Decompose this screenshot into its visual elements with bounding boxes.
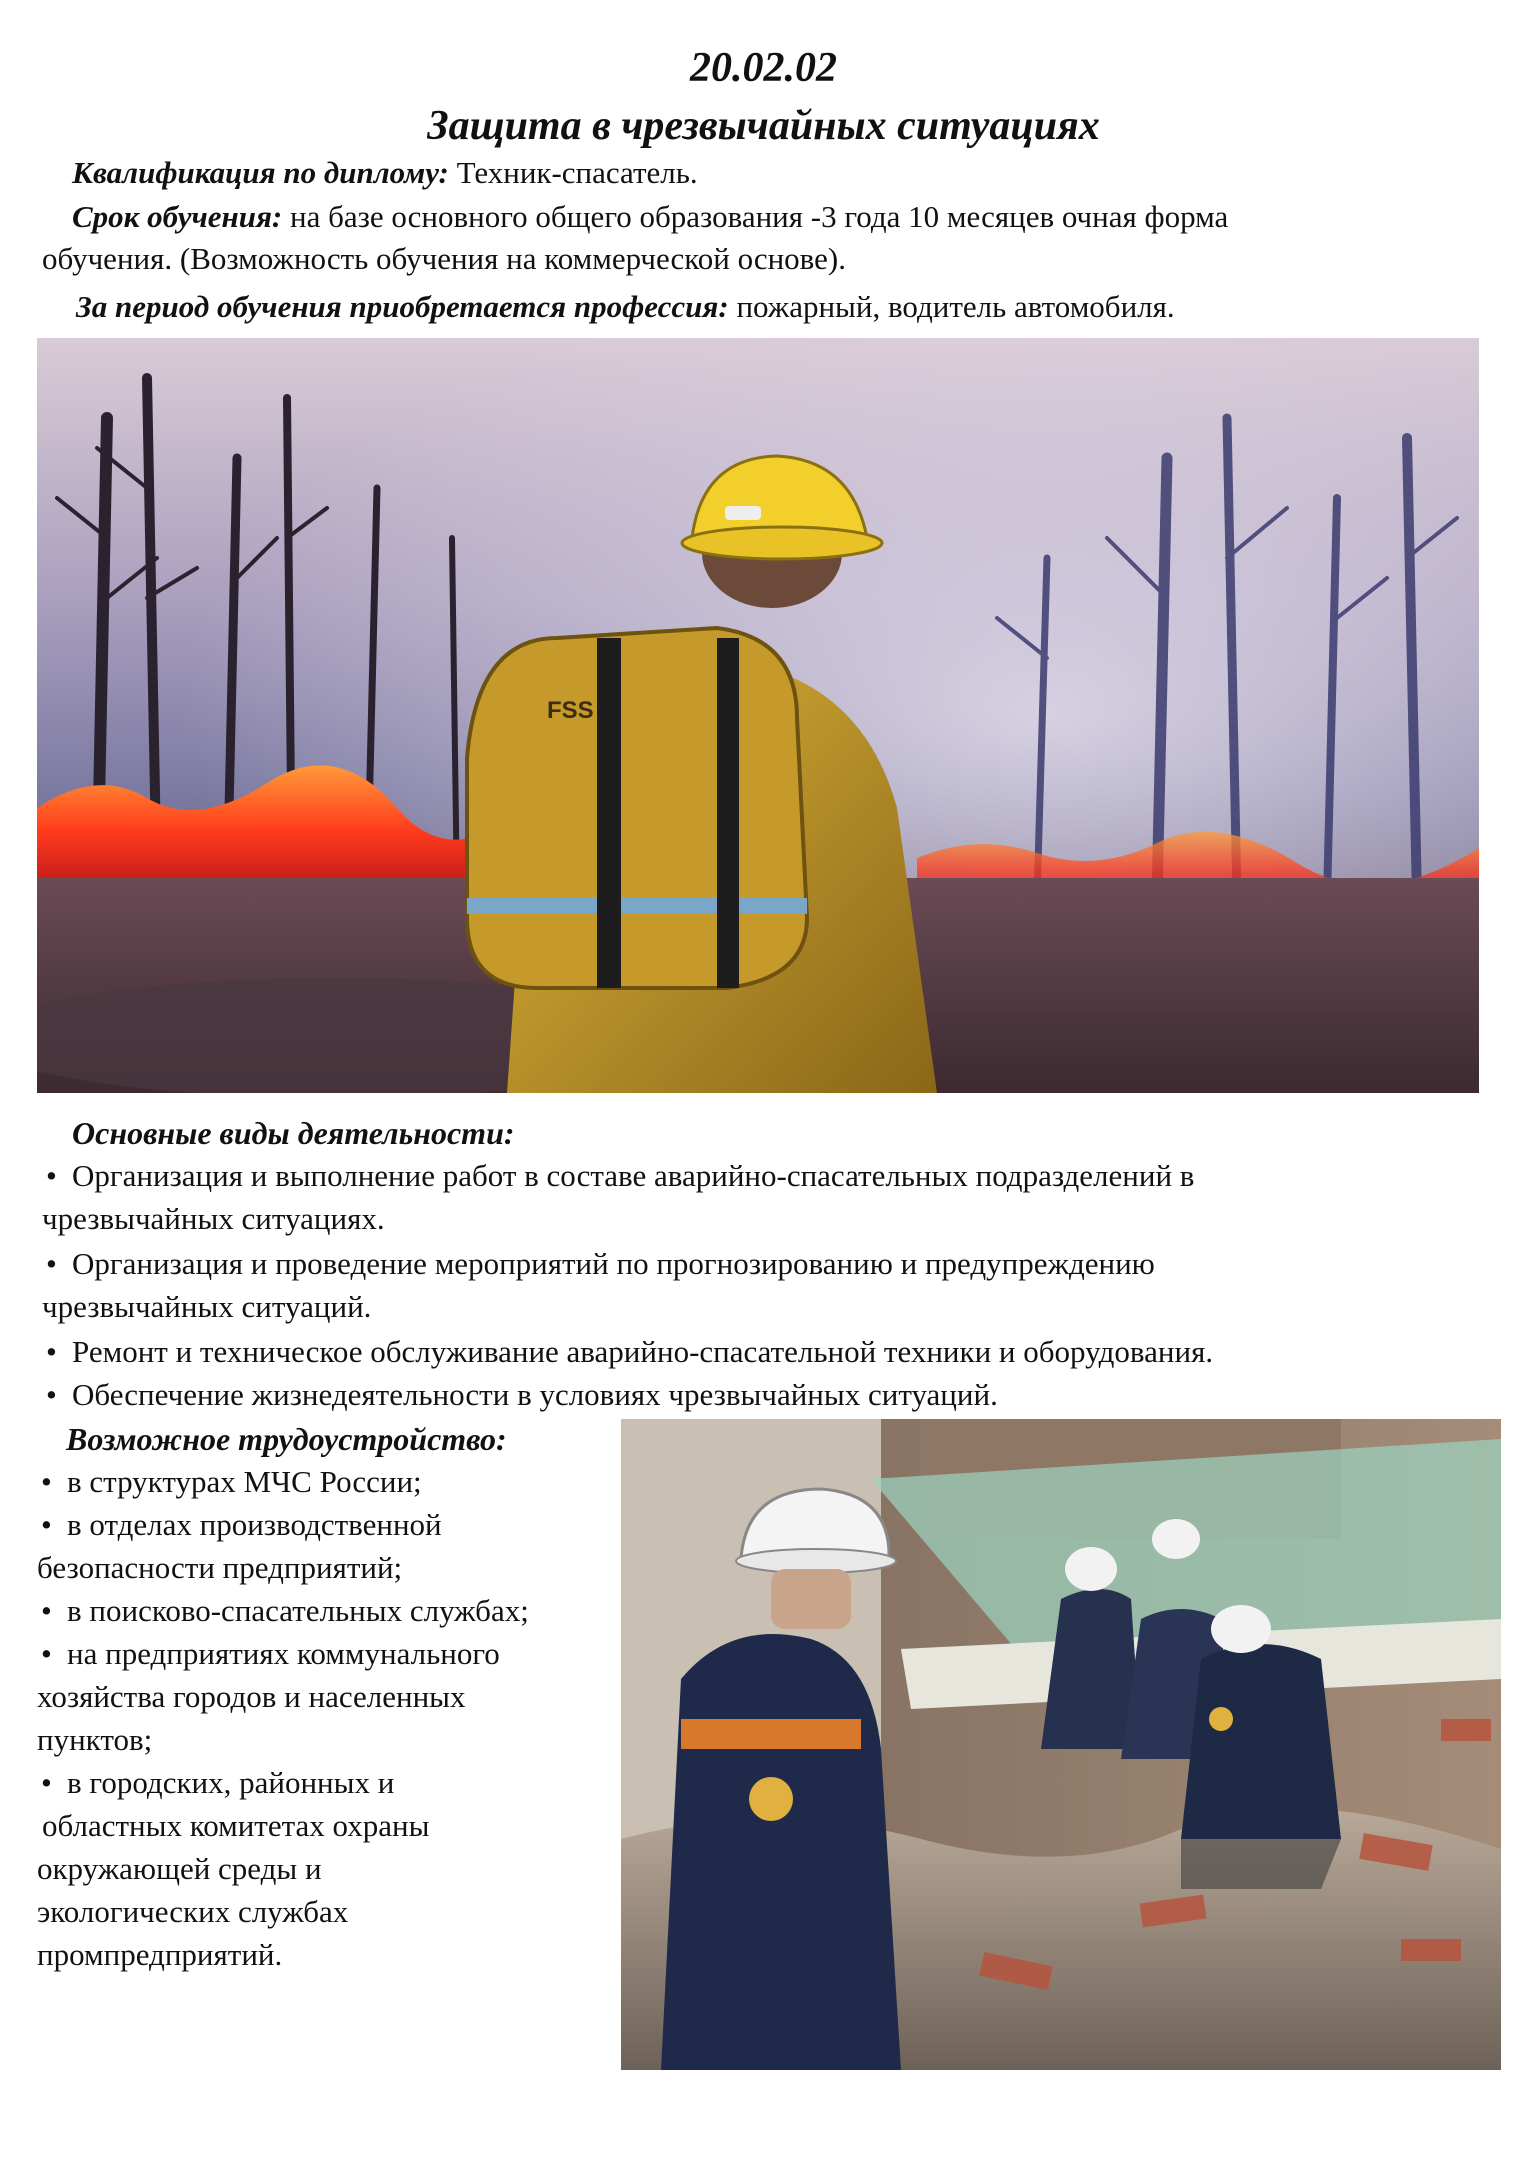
employment-item-cont: пунктов; <box>37 1722 153 1757</box>
profession-label: За период обучения приобретается профессия: <box>76 289 729 324</box>
qualification-label: Квалификация по диплому: <box>72 155 449 190</box>
page-title: Защита в чрезвычайных ситуациях <box>427 103 1100 149</box>
employment-item: • в отделах производственной <box>33 1504 442 1546</box>
employment-item-cont: безопасности предприятий; <box>37 1550 403 1585</box>
employment-item-cont: окружающей среды и <box>37 1851 322 1886</box>
employment-item: • в структурах МЧС России; <box>33 1461 422 1503</box>
rescuers-photo <box>621 1419 1501 2070</box>
employment-item-cont: областных комитетах охраны <box>42 1808 430 1843</box>
activity-item-cont: чрезвычайных ситуациях. <box>42 1201 385 1236</box>
employment-item: • в поисково-спасательных службах; <box>33 1590 529 1632</box>
activity-item: • Обеспечение жизнедеятельности в условиях чрезвычайных ситуаций. <box>38 1374 998 1416</box>
activity-item-cont: чрезвычайных ситуаций. <box>42 1289 372 1324</box>
profession-line <box>76 286 1175 328</box>
firefighter-photo <box>37 338 1479 1093</box>
employment-item-cont: хозяйства городов и населенных <box>37 1679 466 1714</box>
employment-item: • в городских, районных и <box>33 1762 394 1804</box>
employment-item-cont: экологических службах <box>37 1894 349 1929</box>
activities-heading: Основные виды деятельности: <box>72 1115 515 1151</box>
activity-item: • Организация и проведение мероприятий по прогнозированию и предупреждению <box>38 1243 1155 1285</box>
qualification-line <box>72 152 698 194</box>
profession-value: пожарный, водитель автомобиля. <box>736 289 1175 324</box>
duration-value-2: обучения. (Возможность обучения на коммерческой основе). <box>42 241 846 276</box>
employment-item: • на предприятиях коммунального <box>33 1633 500 1675</box>
activity-item: • Ремонт и техническое обслуживание аварийно-спасательной техники и оборудования. <box>38 1331 1213 1373</box>
duration-value-1: на базе основного общего образования -3 года 10 месяцев очная форма <box>289 199 1229 234</box>
backpack-label: FSS <box>547 697 594 724</box>
duration-label: Срок обучения: <box>72 199 283 234</box>
specialty-code: 20.02.02 <box>690 45 837 91</box>
activity-item: • Организация и выполнение работ в составе аварийно-спасательных подразделений в <box>38 1155 1194 1197</box>
qualification-value: Техник-спасатель. <box>456 155 698 190</box>
employment-item-cont: промпредприятий. <box>37 1937 283 1972</box>
duration-line <box>72 196 1228 238</box>
employment-heading: Возможное трудоустройство: <box>66 1421 507 1457</box>
